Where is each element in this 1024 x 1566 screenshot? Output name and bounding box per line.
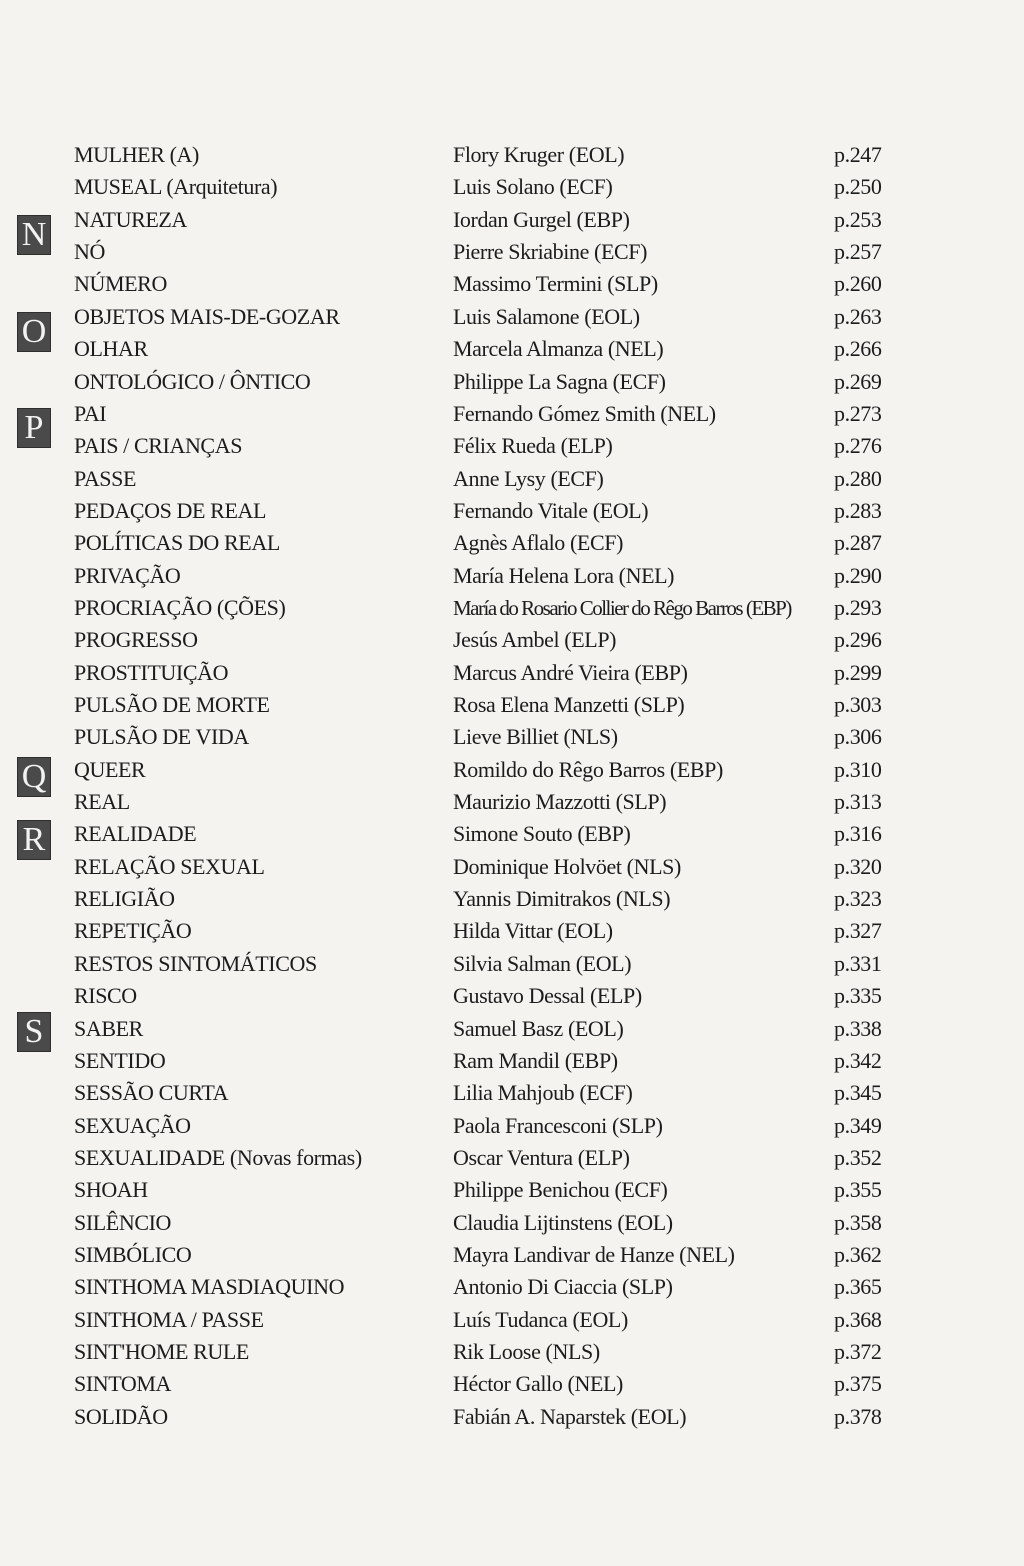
index-entry xyxy=(0,301,1024,333)
index-entry xyxy=(0,1401,1024,1433)
entry-author: Hilda Vittar (EOL) xyxy=(453,918,613,944)
entry-page-number: p.299 xyxy=(834,659,882,685)
index-entry xyxy=(0,1207,1024,1239)
entry-page-number: p.303 xyxy=(834,692,882,717)
entry-term: RELIGIÃO xyxy=(74,886,175,912)
entry-term: PROGRESSO xyxy=(74,627,198,653)
entry-term: NÓ xyxy=(74,239,105,265)
entry-author: Mayra Landivar de Hanze (NEL) xyxy=(453,1241,735,1267)
entry-page-number: p.342 xyxy=(834,1047,882,1073)
entry-page-number: p.358 xyxy=(834,1209,882,1235)
index-entry xyxy=(0,204,1024,236)
entry-term: RESTOS SINTOMÁTICOS xyxy=(74,950,317,976)
entry-page-number: p.375 xyxy=(834,1371,882,1397)
entry-author: Héctor Gallo (NEL) xyxy=(453,1371,623,1397)
entry-author: Simone Souto (EBP) xyxy=(453,821,631,847)
entry-term: PULSÃO DE VIDA xyxy=(74,724,249,750)
index-entry xyxy=(0,1239,1024,1271)
entry-page-number: p.253 xyxy=(834,206,882,232)
index-entry xyxy=(0,398,1024,430)
entry-author: Flory Kruger (EOL) xyxy=(453,142,625,167)
entry-author: Fernando Vitale (EOL) xyxy=(453,497,649,523)
entry-author: Massimo Termini (SLP) xyxy=(453,271,658,297)
entry-term: SINT'HOME RULE xyxy=(74,1339,249,1364)
entry-page-number: p.257 xyxy=(834,239,882,265)
entry-page-number: p.362 xyxy=(834,1241,882,1267)
index-entry xyxy=(0,624,1024,656)
entry-term: MUSEAL (Arquitetura) xyxy=(74,174,278,200)
index-entry xyxy=(0,1174,1024,1206)
entry-page-number: p.276 xyxy=(834,433,882,459)
entry-term: SINTHOMA / PASSE xyxy=(74,1306,264,1332)
entry-term: SIMBÓLICO xyxy=(74,1241,192,1267)
entry-author: Philippe La Sagna (ECF) xyxy=(453,368,666,394)
index-entry xyxy=(0,1271,1024,1303)
index-entry xyxy=(0,1336,1024,1368)
entry-page-number: p.280 xyxy=(834,465,882,491)
index-entry xyxy=(0,980,1024,1012)
entry-author: Samuel Basz (EOL) xyxy=(453,1015,624,1041)
entry-page-number: p.260 xyxy=(834,271,882,297)
entry-page-number: p.250 xyxy=(834,174,882,200)
index-entry xyxy=(0,721,1024,753)
entry-author: Pierre Skriabine (ECF) xyxy=(453,239,648,265)
letter-marker-p: P xyxy=(17,408,51,448)
entry-term: SENTIDO xyxy=(74,1047,166,1073)
index-entry xyxy=(0,527,1024,559)
entry-page-number: p.352 xyxy=(834,1144,882,1170)
entry-term: SILÊNCIO xyxy=(74,1209,172,1235)
entry-author: Rik Loose (NLS) xyxy=(453,1339,600,1364)
index-entry xyxy=(0,1077,1024,1109)
entry-page-number: p.290 xyxy=(834,562,882,588)
entry-page-number: p.316 xyxy=(834,821,882,847)
entry-author: Philippe Benichou (ECF) xyxy=(453,1177,668,1203)
entry-author: Luis Solano (ECF) xyxy=(453,174,613,200)
entry-author: Claudia Lijtinstens (EOL) xyxy=(453,1209,673,1235)
entry-term: REAL xyxy=(74,789,130,814)
index-entry xyxy=(0,333,1024,365)
entry-term: MULHER (A) xyxy=(74,142,199,167)
entry-page-number: p.378 xyxy=(834,1403,882,1429)
index-entry xyxy=(0,786,1024,818)
letter-marker-s: S xyxy=(17,1012,51,1052)
entry-term: SHOAH xyxy=(74,1177,148,1203)
index-entry xyxy=(0,657,1024,689)
entry-term: PAIS / CRIANÇAS xyxy=(74,433,243,459)
entry-author: Anne Lysy (ECF) xyxy=(453,465,604,491)
entry-term: NÚMERO xyxy=(74,271,167,297)
entry-page-number: p.365 xyxy=(834,1274,882,1300)
entry-page-number: p.266 xyxy=(834,336,882,362)
entry-page-number: p.283 xyxy=(834,497,882,523)
entry-term: PRIVAÇÃO xyxy=(74,562,181,588)
entry-author: Lieve Billiet (NLS) xyxy=(453,724,618,750)
index-entry xyxy=(0,754,1024,786)
entry-author: Gustavo Dessal (ELP) xyxy=(453,983,642,1009)
entry-term: ONTOLÓGICO / ÔNTICO xyxy=(74,368,311,394)
index-entry xyxy=(0,268,1024,300)
letter-marker-n: N xyxy=(17,215,51,255)
letter-marker-o: O xyxy=(17,312,51,352)
index-entry xyxy=(0,463,1024,495)
entry-author: Luís Tudanca (EOL) xyxy=(453,1306,628,1332)
index-entry xyxy=(0,1110,1024,1142)
index-entry xyxy=(0,430,1024,462)
entry-page-number: p.306 xyxy=(834,724,882,750)
entry-author: Dominique Holvöet (NLS) xyxy=(453,853,681,879)
entry-author: Oscar Ventura (ELP) xyxy=(453,1144,630,1170)
entry-page-number: p.296 xyxy=(834,627,882,653)
index-entry xyxy=(0,366,1024,398)
index-entry xyxy=(0,560,1024,592)
index-entry xyxy=(0,171,1024,203)
entry-term: REPETIÇÃO xyxy=(74,918,192,944)
entry-page-number: p.323 xyxy=(834,886,882,912)
entry-term: SABER xyxy=(74,1015,143,1041)
entry-author: María do Rosario Collier do Rêgo Barros (EBP) xyxy=(453,595,791,620)
entry-page-number: p.331 xyxy=(834,950,882,976)
entry-author: Ram Mandil (EBP) xyxy=(453,1047,618,1073)
index-entry xyxy=(0,139,1024,171)
entry-author: Marcela Almanza (NEL) xyxy=(453,336,664,362)
index-entry xyxy=(0,1013,1024,1045)
entry-page-number: p.372 xyxy=(834,1339,882,1364)
entry-term: RELAÇÃO SEXUAL xyxy=(74,853,265,879)
letter-marker-r: R xyxy=(17,820,51,860)
entry-page-number: p.273 xyxy=(834,400,882,426)
index-entry xyxy=(0,851,1024,883)
entry-term: SEXUALIDADE (Novas formas) xyxy=(74,1144,362,1170)
entry-term: REALIDADE xyxy=(74,821,197,847)
entry-page-number: p.247 xyxy=(834,142,882,167)
index-entry xyxy=(0,1304,1024,1336)
index-entry xyxy=(0,948,1024,980)
entry-page-number: p.338 xyxy=(834,1015,882,1041)
index-entry xyxy=(0,236,1024,268)
entry-term: PEDAÇOS DE REAL xyxy=(74,497,267,523)
entry-author: Yannis Dimitrakos (NLS) xyxy=(453,886,671,912)
entry-author: Maurizio Mazzotti (SLP) xyxy=(453,789,667,814)
entry-term: OLHAR xyxy=(74,336,148,362)
index-entry xyxy=(0,818,1024,850)
entry-page-number: p.368 xyxy=(834,1306,882,1332)
entry-author: Iordan Gurgel (EBP) xyxy=(453,206,630,232)
entry-page-number: p.313 xyxy=(834,789,882,814)
entry-page-number: p.345 xyxy=(834,1080,882,1106)
entry-page-number: p.293 xyxy=(834,594,882,620)
entry-term: SINTHOMA MASDIAQUINO xyxy=(74,1274,345,1300)
entry-term: POLÍTICAS DO REAL xyxy=(74,530,280,556)
index-entry xyxy=(0,1142,1024,1174)
entry-page-number: p.355 xyxy=(834,1177,882,1203)
index-entry xyxy=(0,689,1024,721)
index-entry xyxy=(0,592,1024,624)
entry-author: Antonio Di Ciaccia (SLP) xyxy=(453,1274,673,1300)
entry-page-number: p.335 xyxy=(834,983,882,1009)
entry-term: SESSÃO CURTA xyxy=(74,1080,229,1106)
entry-author: Fernando Gómez Smith (NEL) xyxy=(453,400,716,426)
entry-term: PROSTITUIÇÃO xyxy=(74,659,229,685)
entry-term: PAI xyxy=(74,400,107,426)
entry-page-number: p.287 xyxy=(834,530,882,556)
entry-author: Rosa Elena Manzetti (SLP) xyxy=(453,692,685,717)
entry-author: Romildo do Rêgo Barros (EBP) xyxy=(453,756,723,782)
entry-term: SINTOMA xyxy=(74,1371,172,1397)
entry-page-number: p.327 xyxy=(834,918,882,944)
entry-author: Fabián A. Naparstek (EOL) xyxy=(453,1403,687,1429)
entry-author: Marcus André Vieira (EBP) xyxy=(453,659,688,685)
entry-author: Jesús Ambel (ELP) xyxy=(453,627,617,653)
entry-term: QUEER xyxy=(74,756,146,782)
entry-author: Silvia Salman (EOL) xyxy=(453,950,632,976)
entry-page-number: p.320 xyxy=(834,853,882,879)
index-entry xyxy=(0,1045,1024,1077)
entry-author: Agnès Aflalo (ECF) xyxy=(453,530,624,556)
index-entry xyxy=(0,1368,1024,1400)
letter-marker-q: Q xyxy=(17,757,51,797)
entry-term: PROCRIAÇÃO (ÇÕES) xyxy=(74,594,286,620)
index-entry xyxy=(0,915,1024,947)
entry-term: NATUREZA xyxy=(74,206,187,232)
entry-term: PULSÃO DE MORTE xyxy=(74,692,270,717)
entry-author: Lilia Mahjoub (ECF) xyxy=(453,1080,633,1106)
entry-author: Félix Rueda (ELP) xyxy=(453,433,613,459)
entry-term: SOLIDÃO xyxy=(74,1403,168,1429)
entry-author: María Helena Lora (NEL) xyxy=(453,562,675,588)
entry-author: Luis Salamone (EOL) xyxy=(453,303,640,329)
entry-term: SEXUAÇÃO xyxy=(74,1112,191,1138)
entry-term: RISCO xyxy=(74,983,137,1009)
entry-term: PASSE xyxy=(74,465,137,491)
entry-page-number: p.269 xyxy=(834,368,882,394)
entry-page-number: p.349 xyxy=(834,1112,882,1138)
index-entry xyxy=(0,495,1024,527)
entry-page-number: p.263 xyxy=(834,303,882,329)
entry-term: OBJETOS MAIS-DE-GOZAR xyxy=(74,303,340,329)
entry-page-number: p.310 xyxy=(834,756,882,782)
index-entry xyxy=(0,883,1024,915)
entry-author: Paola Francesconi (SLP) xyxy=(453,1112,663,1138)
